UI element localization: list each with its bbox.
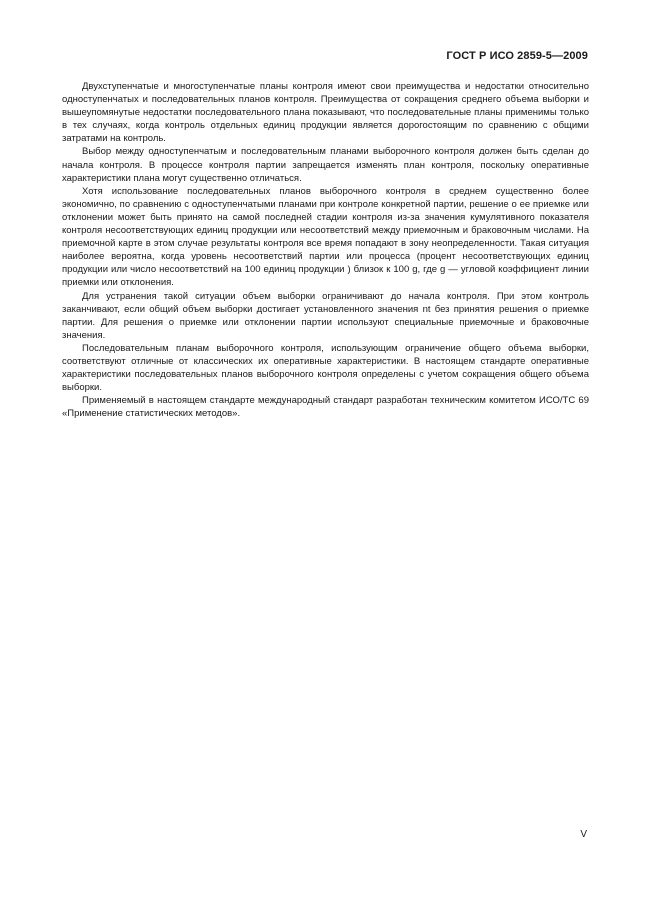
document-body xyxy=(62,80,589,420)
paragraph: Для устранения такой ситуации объем выборки ограничивают до начала контроля. При этом контроль заканчивают, если общий объем выборки достигает установленного значения nt без принятия решения о приемке партии. Для решения о приемке или отклонении партии используют специальные приемочные и браковочные значения. xyxy=(62,290,589,341)
paragraph: Последовательным планам выборочного контроля, использующим ограничение общего объема выборки, соответствуют отличные от классических их оперативные характеристики. В настоящем стандарте оперативные характеристики последовательных планов выборочного контроля определены с учетом сокращения общего объема выборки. xyxy=(62,342,589,394)
paragraph: Хотя использование последовательных планов выборочного контроля в среднем существенно более экономично, по сравнению с одноступенчатыми планами при контроле конкретной партии, решение о ее приемке или отклонении может быть принято на самой последней стадии контроля из-за значения кумулятивного показателя контроля несоответствующих единиц продукции или несоответствий между приемочным и браковочным числами. На приемочной карте в этом случае результаты контроля все время попадают в зону неопределенности. Такая ситуация наиболее вероятна, когда уровень несоответствий партии или процесса (процент несоответствующих единиц продукции или число несоответствий на 100 единиц продукции ) близок к 100 g, где g — угловой коэффициент линии приемки или отклонения. xyxy=(62,185,589,289)
paragraph: Применяемый в настоящем стандарте международный стандарт разработан техническим комитетом ИСО/ТС 69 «Применение статистических методов». xyxy=(62,395,589,420)
paragraph: Двухступенчатые и многоступенчатые планы контроля имеют свои преимущества и недостатки относительно одноступенчатых и последовательных планов контроля. Преимущества от сокращения среднего объема выборки и вышеупомянутые недостатки последовательного плана показывают, что последовательные планы применимы только в тех случаях, когда контроль отдельных единиц продукции является дорогостоящим по сравнению с общими затратами на контроль. xyxy=(62,81,589,145)
page-number: V xyxy=(580,829,587,840)
document-header: ГОСТ Р ИСО 2859-5—2009 xyxy=(446,50,588,62)
paragraph: Выбор между одноступенчатым и последовательным планами выборочного контроля должен быть сделан до начала контроля. В процессе контроля партии запрещается изменять план контроля, поскольку оперативные характеристики плана могут существенно отличаться. xyxy=(62,146,589,184)
